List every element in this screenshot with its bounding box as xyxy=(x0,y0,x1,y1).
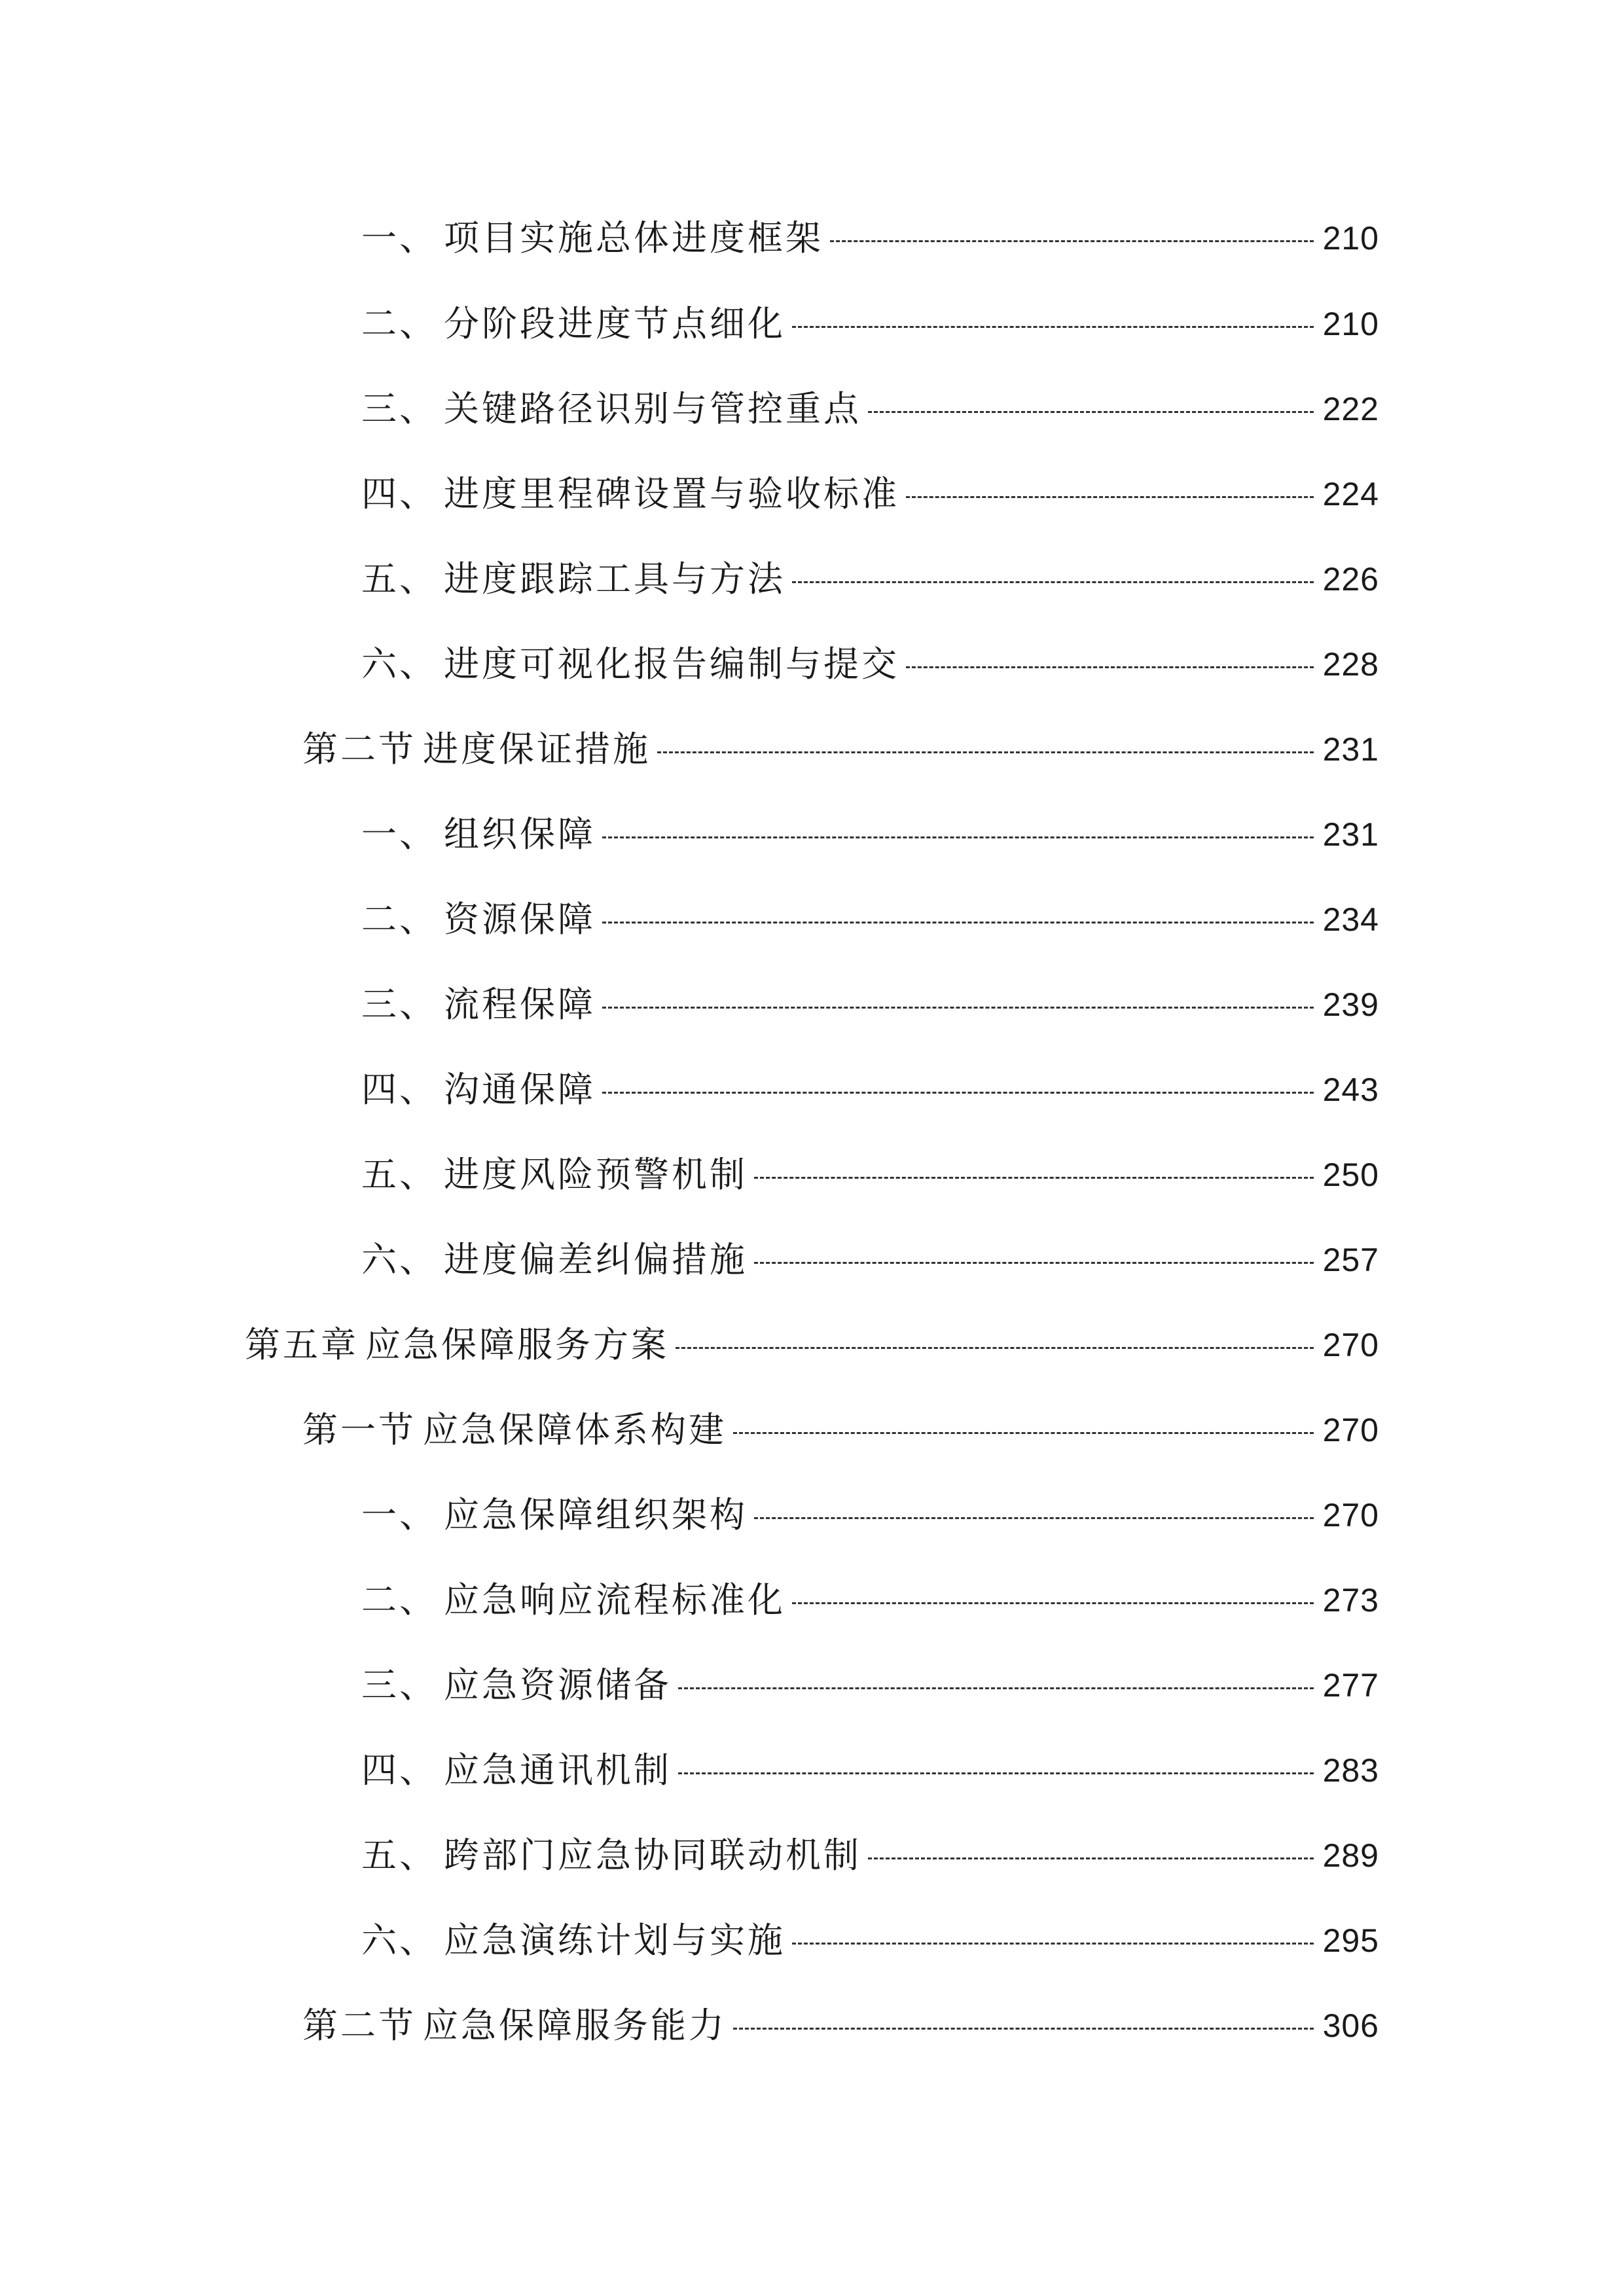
toc-entry-title: 二、 分阶段进度节点细化 xyxy=(361,303,785,344)
toc-page-number: 257 xyxy=(1322,1242,1379,1278)
toc-leader xyxy=(733,2028,1314,2030)
toc-entry-title: 二、 资源保障 xyxy=(361,899,596,940)
toc-entry-title: 四、 沟通保障 xyxy=(361,1069,596,1110)
toc-entry[interactable] xyxy=(361,1649,1379,1721)
toc-entry[interactable] xyxy=(361,969,1379,1041)
toc-entry[interactable] xyxy=(361,1905,1379,1977)
toc-entry-title: 第二节 进度保证措施 xyxy=(302,728,651,770)
toc-leader xyxy=(602,922,1314,924)
toc-entry-title: 二、 应急响应流程标准化 xyxy=(361,1579,785,1621)
toc-leader xyxy=(657,751,1314,753)
toc-leader xyxy=(602,1092,1314,1094)
toc-page-number: 210 xyxy=(1322,306,1379,342)
toc-page-number: 270 xyxy=(1322,1497,1379,1534)
toc-page-number: 270 xyxy=(1322,1412,1379,1448)
toc-leader xyxy=(678,1687,1314,1689)
toc-leader xyxy=(868,1857,1314,1859)
toc-page-number: 210 xyxy=(1322,220,1379,257)
toc-entry-title: 五、 跨部门应急协同联动机制 xyxy=(361,1835,861,1876)
toc-entry-section[interactable] xyxy=(302,1394,1379,1466)
toc-entry-title: 第五章 应急保障服务方案 xyxy=(245,1324,669,1365)
toc-page-number: 234 xyxy=(1322,901,1379,938)
toc-entry[interactable] xyxy=(361,1734,1379,1806)
toc-page-number: 250 xyxy=(1322,1157,1379,1193)
toc-page-number: 231 xyxy=(1322,816,1379,853)
toc-page-number: 306 xyxy=(1322,2007,1379,2044)
toc-entry-title: 五、 进度跟踪工具与方法 xyxy=(361,558,785,600)
toc-leader xyxy=(868,411,1314,413)
toc-leader xyxy=(792,581,1314,583)
toc-leader xyxy=(906,666,1314,668)
toc-page-number: 222 xyxy=(1322,391,1379,427)
toc-entry[interactable] xyxy=(361,1139,1379,1211)
toc-leader xyxy=(792,1602,1314,1604)
toc-leader xyxy=(792,326,1314,328)
toc-entry-title: 六、 进度可视化报告编制与提交 xyxy=(361,643,899,685)
toc-entry-title: 第一节 应急保障体系构建 xyxy=(302,1409,727,1450)
toc-page-number: 228 xyxy=(1322,646,1379,683)
toc-page-number: 283 xyxy=(1322,1752,1379,1789)
toc-entry[interactable] xyxy=(361,1820,1379,1892)
toc-entry-title: 五、 进度风险预警机制 xyxy=(361,1154,748,1195)
toc-leader xyxy=(733,1432,1314,1434)
toc-entry-title: 四、 进度里程碑设置与验收标准 xyxy=(361,473,899,514)
toc-leader xyxy=(754,1177,1314,1179)
toc-page-number: 239 xyxy=(1322,986,1379,1023)
toc-entry-title: 六、 应急演练计划与实施 xyxy=(361,1920,785,1961)
toc-leader xyxy=(602,1007,1314,1009)
toc-entry-title: 六、 进度偏差纠偏措施 xyxy=(361,1239,748,1280)
toc-entry[interactable] xyxy=(361,1224,1379,1296)
toc-leader xyxy=(906,496,1314,498)
toc-entry-title: 一、 组织保障 xyxy=(361,814,596,855)
toc-entry-title: 第二节 应急保障服务能力 xyxy=(302,2005,727,2046)
toc-page-number: 243 xyxy=(1322,1071,1379,1108)
toc-page-number: 273 xyxy=(1322,1582,1379,1619)
toc-entry[interactable] xyxy=(361,1479,1379,1551)
toc-leader xyxy=(678,1772,1314,1774)
toc-entry-title: 三、 应急资源储备 xyxy=(361,1664,672,1706)
toc-entry-chapter[interactable] xyxy=(245,1309,1379,1381)
toc-entry-section[interactable] xyxy=(302,1990,1379,2062)
toc-leader xyxy=(792,1943,1314,1945)
toc-page-number: 226 xyxy=(1322,561,1379,598)
toc-entry-section[interactable] xyxy=(302,713,1379,785)
toc-entry[interactable] xyxy=(361,373,1379,445)
toc-entry[interactable] xyxy=(361,628,1379,700)
toc-page-number: 289 xyxy=(1322,1837,1379,1874)
toc-entry[interactable] xyxy=(361,288,1379,360)
toc-leader xyxy=(830,240,1314,242)
toc-leader xyxy=(676,1347,1314,1349)
toc-entry-title: 四、 应急通讯机制 xyxy=(361,1749,672,1791)
toc-leader xyxy=(754,1517,1314,1519)
toc-entry[interactable] xyxy=(361,884,1379,956)
toc-entry[interactable] xyxy=(361,543,1379,615)
toc-entry-title: 一、 应急保障组织架构 xyxy=(361,1494,748,1535)
toc-page-number: 277 xyxy=(1322,1667,1379,1704)
toc-entry[interactable] xyxy=(361,798,1379,870)
toc-entry[interactable] xyxy=(361,1564,1379,1636)
toc-page-number: 270 xyxy=(1322,1327,1379,1363)
toc-leader xyxy=(754,1262,1314,1264)
toc-entry[interactable] xyxy=(361,1054,1379,1126)
toc-entry-title: 三、 流程保障 xyxy=(361,984,596,1025)
toc-page-number: 231 xyxy=(1322,731,1379,768)
toc-page-number: 295 xyxy=(1322,1922,1379,1959)
toc-entry-title: 三、 关键路径识别与管控重点 xyxy=(361,388,861,429)
toc-leader xyxy=(602,836,1314,838)
toc-entry[interactable] xyxy=(361,202,1379,274)
toc-entry-title: 一、 项目实施总体进度框架 xyxy=(361,217,823,259)
toc-entry[interactable] xyxy=(361,458,1379,530)
toc-page-number: 224 xyxy=(1322,476,1379,512)
